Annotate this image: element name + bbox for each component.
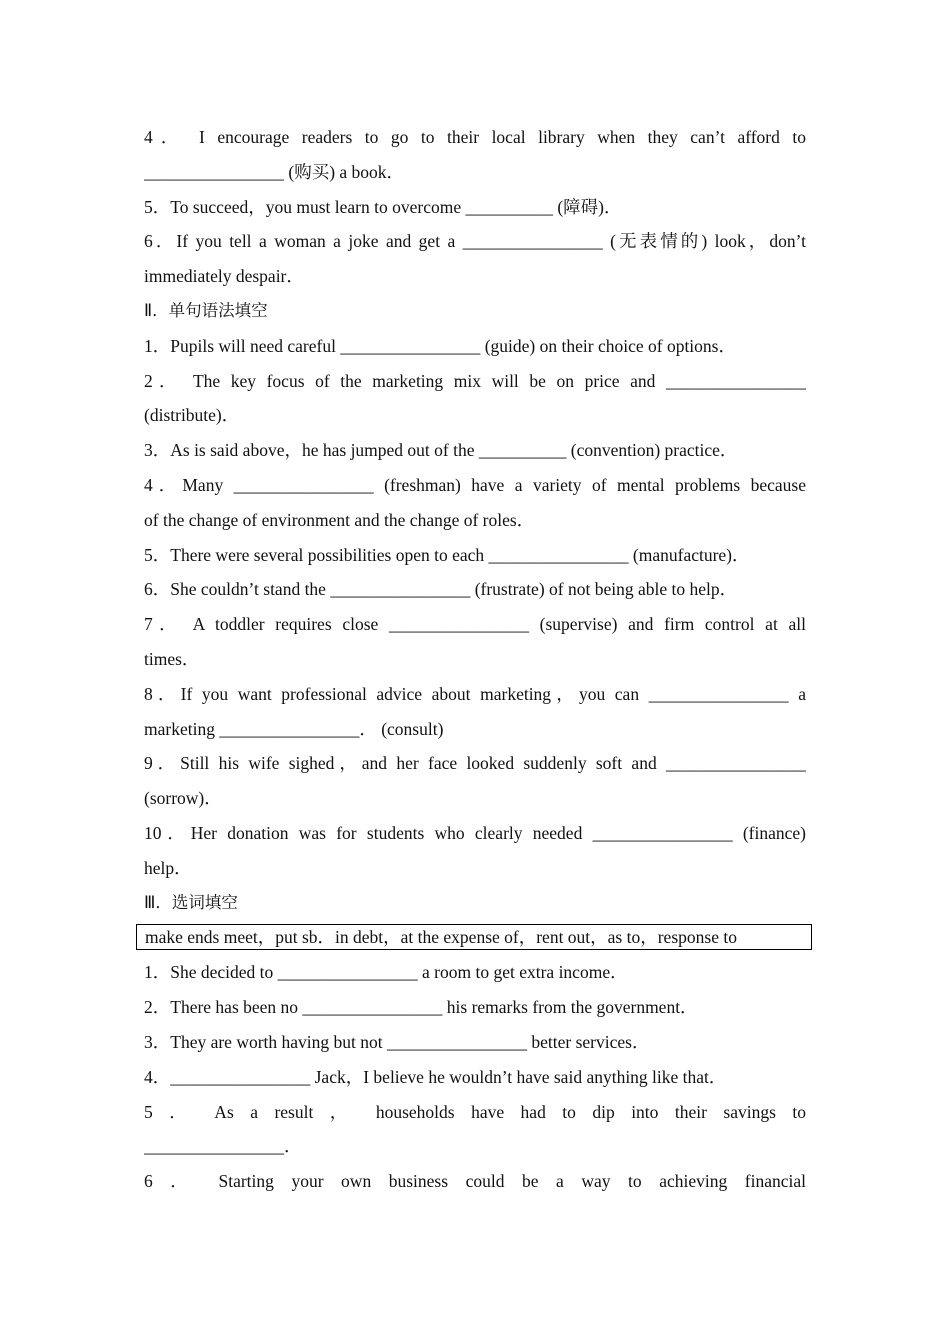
- text-line: 8．If you want professional advice about marketing，you can ________________ a: [144, 683, 806, 704]
- text-line: 5 ． As a result ， households have had to dip into their savings to: [144, 1101, 806, 1122]
- text-line: (distribute)．: [144, 405, 240, 426]
- text-line: 2．There has been no ________________ his remarks from the government．: [144, 997, 698, 1018]
- section-word-choice: [144, 886, 806, 1199]
- text-line: 5．There were several possibilities open to each ________________ (manufacture)．: [144, 544, 750, 565]
- text-line: 2． The key focus of the marketing mix will be on price and ________________: [144, 370, 806, 391]
- text-line: of the change of environment and the change of roles．: [144, 509, 535, 530]
- text-line: 5．To succeed，you must learn to overcome __________ (障碍)．: [144, 196, 622, 217]
- section-heading: Ⅱ．单句语法填空: [144, 300, 268, 320]
- text-line: help．: [144, 857, 192, 878]
- section-grammar-fill: [144, 294, 806, 886]
- text-line: 3．They are worth having but not ________________ better services．: [144, 1031, 650, 1052]
- section-vocabulary: [144, 120, 806, 294]
- text-line: times．: [144, 648, 200, 669]
- text-line: 3．As is said above，he has jumped out of the __________ (convention) practice．: [144, 440, 738, 461]
- text-line: marketing ________________． (consult): [144, 718, 444, 739]
- text-line: immediately despair．: [144, 266, 304, 287]
- text-line: 6．She couldn’t stand the ________________ (frustrate) of not being able to help．: [144, 579, 738, 600]
- text-line: 1．She decided to ________________ a room to get extra income．: [144, 962, 628, 983]
- text-line: ________________．: [144, 1136, 302, 1157]
- word-bank-box: make ends meet，put sb．in debt，at the expense of，rent out，as to，response to: [136, 924, 812, 950]
- text-line: 6．If you tell a woman a joke and get a ________________ (无表情的) look，don’t: [144, 231, 806, 252]
- text-line: 4． I encourage readers to go to their local library when they can’t afford to: [144, 127, 806, 147]
- worksheet-page: [144, 120, 806, 1199]
- text-line: (sorrow)．: [144, 788, 222, 809]
- text-line: 4．________________ Jack，I believe he wouldn’t have said anything like that．: [144, 1066, 727, 1087]
- text-line: 6 ． Starting your own business could be a way to achieving financial: [144, 1171, 806, 1192]
- section-heading: Ⅲ．选词填空: [144, 892, 238, 912]
- text-line: 4．Many ________________ (freshman) have a variety of mental problems because: [144, 474, 806, 495]
- text-line: 7． A toddler requires close ________________ (supervise) and firm control at all: [144, 614, 806, 635]
- text-line: ________________ (购买) a book．: [144, 161, 405, 182]
- text-line: 10．Her donation was for students who clearly needed ________________ (finance): [144, 822, 806, 843]
- text-line: 9．Still his wife sighed，and her face looked suddenly soft and ________________: [144, 753, 806, 774]
- text-line: 1．Pupils will need careful ________________ (guide) on their choice of options．: [144, 335, 736, 356]
